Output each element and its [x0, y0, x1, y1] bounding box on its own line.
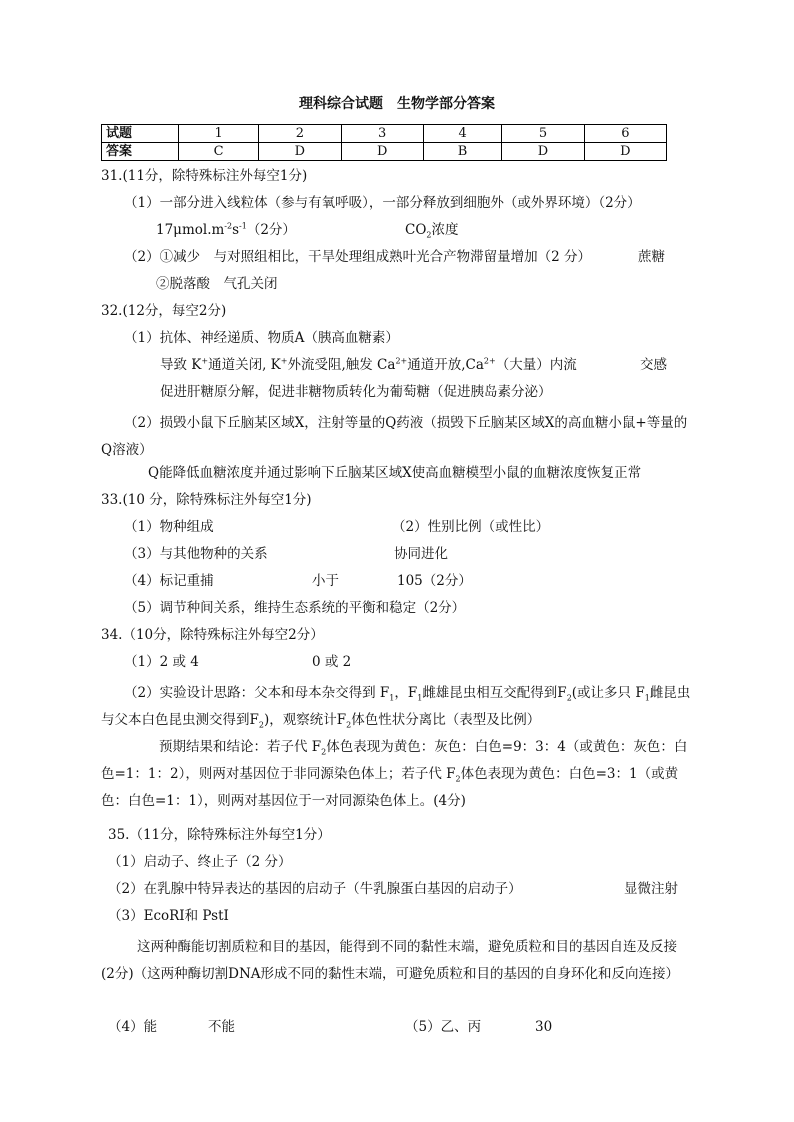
- q34-paragraph: 预期结果和结论：若子代 $F_2$体色表现为黄色：灰色：白色=9：3：4（或黄色：灰色：白色=1：1：2），则两对基因位于非同源染色体上；若子代 $F_2$体色表现为黄色：白色=3：1（或黄色：白色=1：1），则两对基因位于一对同源染色体上。(4分): [101, 739, 688, 809]
- q34-heading: 34.（10分，除特殊标注外每空2分）: [101, 627, 324, 643]
- q32-line: （1）抗体、神经递质、物质A（胰高血糖素）: [124, 330, 399, 346]
- q35-line: （1）启动子、终止子（2 分）: [108, 854, 292, 870]
- q31-line: 蔗糖: [638, 249, 665, 265]
- q31-line: ②脱落酸 气孔关闭: [156, 276, 278, 292]
- q35-line: （3）EcoRⅠ和 PstⅠ: [108, 908, 229, 924]
- q33-line: （3）与其他物种的关系: [124, 546, 268, 562]
- table-cell: B: [423, 143, 502, 161]
- q33-line: 105（2分）: [397, 573, 472, 589]
- q33-line: 小于: [312, 573, 339, 589]
- q31-line: （1）一部分进入线粒体（参与有氧呼吸），一部分释放到细胞外（或外界环境）（2分）: [124, 195, 641, 211]
- table-row: [102, 125, 667, 143]
- table-cell: 6: [584, 125, 666, 143]
- table-cell: C: [179, 143, 259, 161]
- q31-line: $17\mu mol.m^{-2}s^{-1}(2$分）: [156, 221, 296, 238]
- table-cell: 2: [259, 125, 341, 143]
- table-row: [102, 143, 667, 161]
- table-cell: 4: [423, 125, 502, 143]
- q32-paragraph: （2）损毁小鼠下丘脑某区域X，注射等量的Q药液（损毁下丘脑某区域X的高血糖小鼠+等量的Q溶液）: [101, 415, 688, 458]
- q32-heading: 32.(12分，每空2分): [101, 303, 227, 319]
- q33-line: （4）标记重捕: [124, 573, 214, 589]
- q31-line: （2）①减少 与对照组相比，干旱处理组成熟叶光合产物滞留量增加（2 分）: [124, 249, 591, 265]
- table-cell: D: [502, 143, 584, 161]
- answer-table: [101, 124, 667, 161]
- q34-line: 0 或 2: [312, 654, 352, 670]
- q33-line: （1）物种组成: [124, 519, 214, 535]
- table-cell: D: [341, 143, 423, 161]
- q32-line: Q能降低血糖浓度并通过影响下丘脑某区域X使高血糖模型小鼠的血糖浓度恢复正常: [148, 465, 642, 481]
- q35-line: （2）在乳腺中特异表达的基因的启动子（牛乳腺蛋白基因的启动子）: [108, 881, 522, 897]
- table-cell: D: [584, 143, 666, 161]
- q32-line: 导致 K+通道关闭, K+外流受阻,触发 $Ca^{2+}$通道开放$,Ca^{2+}$（大量）内流: [160, 356, 577, 373]
- q35-paragraph: 这两种酶能切割质粒和目的基因，能得到不同的黏性末端，避免质粒和目的基因自连及反接 (2分)（这两种酶切割DNA形成不同的黏性末端，可避免质粒和目的基因的自身环化和反向连接）: [101, 939, 691, 982]
- q33-line: 协同进化: [394, 546, 448, 562]
- page-title: 理科综合试题 生物学部分答案: [299, 96, 495, 112]
- q35-heading: 35.（11分，除特殊标注外每空1分）: [108, 827, 331, 843]
- q33-line: （5）调节种间关系，维持生态系统的平衡和稳定（2分）: [124, 600, 466, 616]
- q31-heading: 31.(11分，除特殊标注外每空1分): [101, 168, 308, 184]
- q33-heading: 33.(10 分，除特殊标注外每空1分): [101, 492, 312, 508]
- q34-line: （1）2 或 4: [124, 654, 199, 670]
- q35-line: （5）乙、丙: [405, 1019, 482, 1035]
- table-cell: 3: [341, 125, 423, 143]
- q33-line: （2）性别比例（或性比）: [392, 519, 550, 535]
- table-cell: 1: [179, 125, 259, 143]
- table-answer-label: 答案: [102, 143, 179, 161]
- q32-line: 交感: [640, 357, 667, 373]
- table-cell: 5: [502, 125, 584, 143]
- q35-line: 不能: [208, 1019, 235, 1035]
- q34-paragraph: （2）实验设计思路：父本和母本杂交得到 $F_1$，$F_1$雌雄昆虫相互交配得到$F_2$(或让多只 $F_1$雌昆虫与父本白色昆虫测交得到$F_2$)，观察统计$F_2$体色性状分离比（表型及比例）: [101, 685, 691, 730]
- q31-co2: $CO_2$浓度: [405, 222, 459, 240]
- table-header-label: 试题: [102, 125, 179, 143]
- table-cell: D: [259, 143, 341, 161]
- q32-line: 促进肝糖原分解，促进非糖物质转化为葡萄糖（促进胰岛素分泌）: [160, 384, 552, 400]
- q35-line: 30: [535, 1019, 553, 1035]
- q35-line: 显微注射: [624, 881, 678, 897]
- q35-line: （4）能: [108, 1019, 158, 1035]
